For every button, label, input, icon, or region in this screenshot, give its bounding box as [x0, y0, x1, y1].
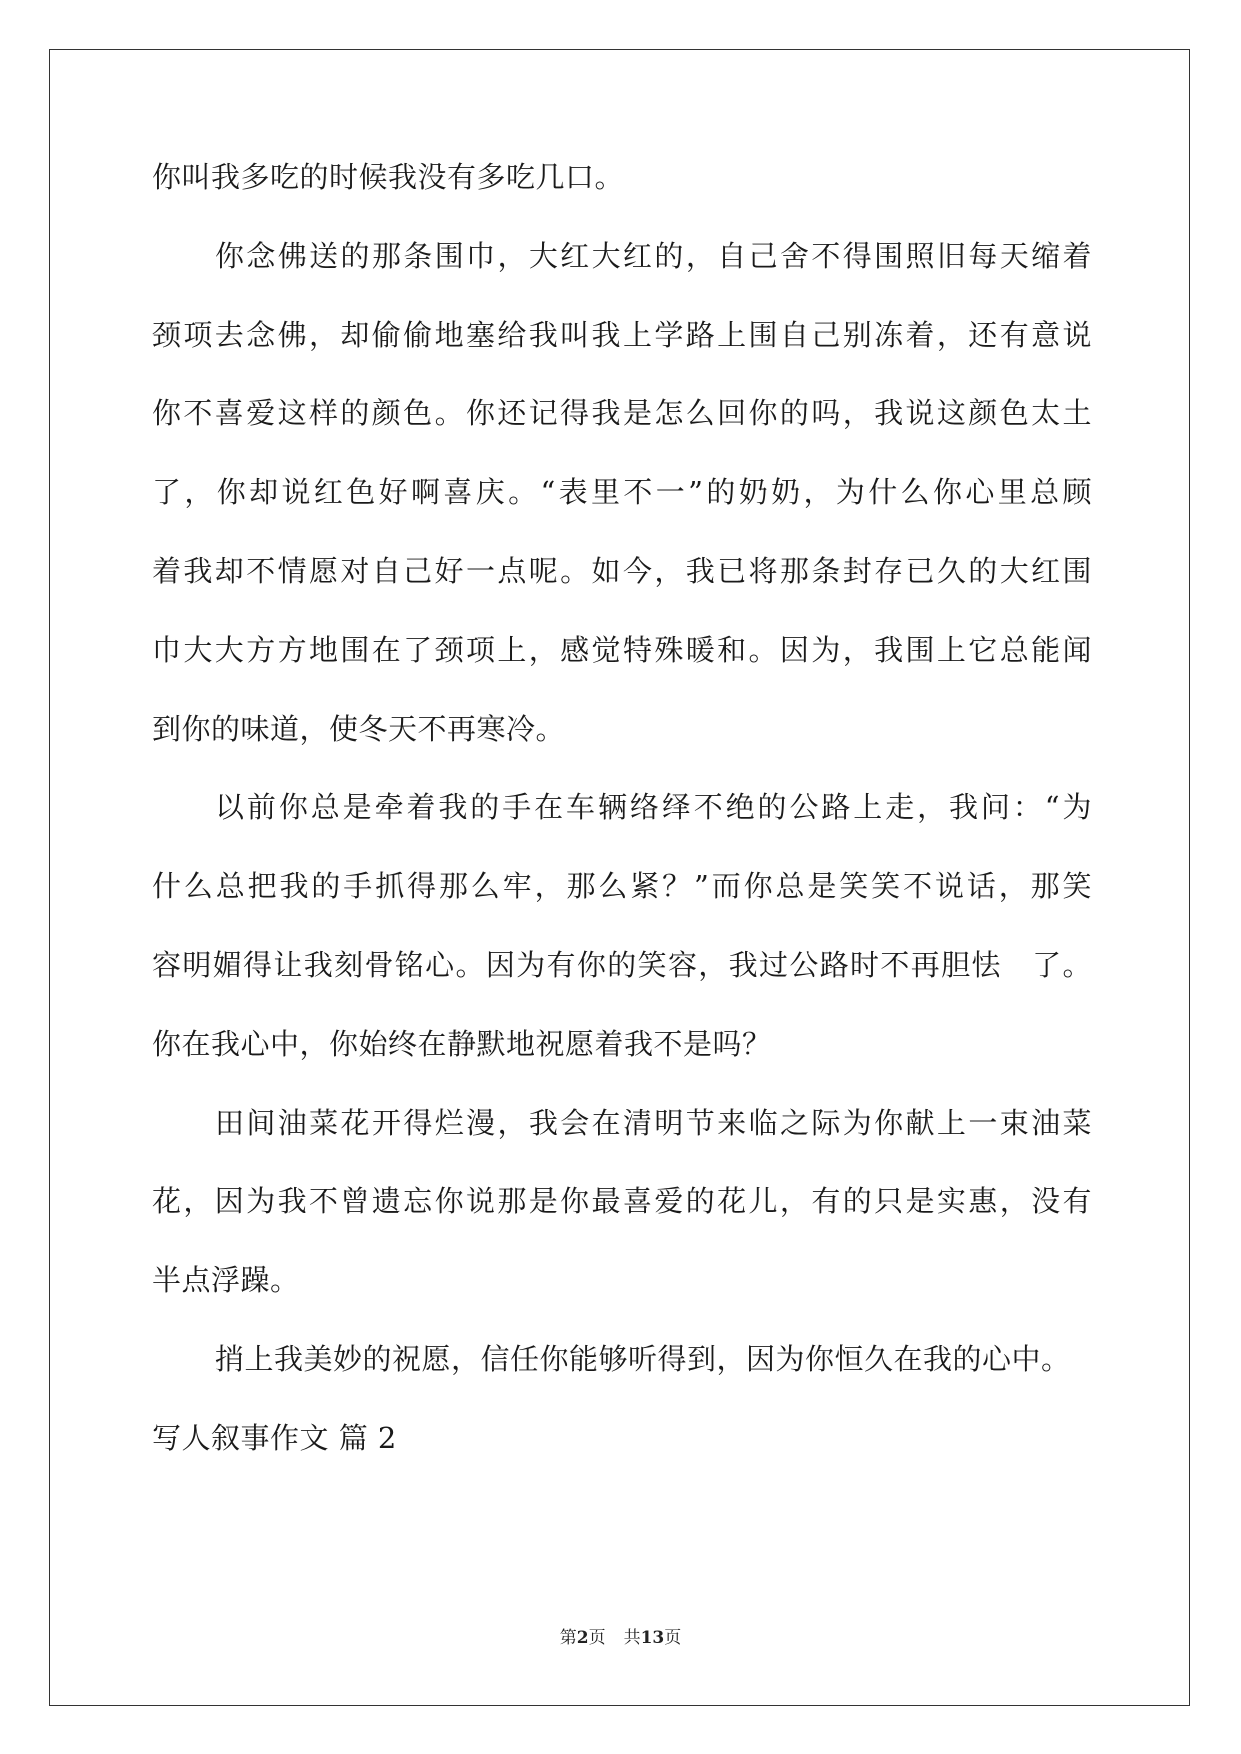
text-line: 你在我心中，你始终在静默地祝愿着我不是吗？ — [152, 1026, 772, 1061]
text-line: 你叫我多吃的时候我没有多吃几口。 — [152, 160, 625, 194]
text-line: 以前你总是牵着我的手在车辆络绎不绝的公路上走，我问：“为 — [215, 790, 1092, 825]
current-page-number: 2 — [576, 1628, 589, 1648]
text-line: 田间油菜花开得烂漫，我会在清明节来临之际为你献上一束油菜 — [215, 1105, 1092, 1140]
text-line: 了，你却说红色好啊喜庆。“表里不一”的奶奶，为什么你心里总顾 — [152, 475, 1092, 510]
text-line: 巾大大方方地围在了颈项上，感觉特殊暖和。因为，我围上它总能闻 — [152, 632, 1092, 667]
page-footer — [0, 1626, 1241, 1650]
footer-total-suffix: 页 — [664, 1628, 682, 1648]
text-line: 你念佛送的那条围巾，大红大红的，自己舍不得围照旧每天缩着 — [215, 238, 1092, 273]
text-line: 你不喜爱这样的颜色。你还记得我是怎么回你的吗，我说这颜色太土 — [152, 396, 1092, 431]
text-line: 半点浮躁。 — [152, 1263, 300, 1298]
footer-total-prefix: 共 — [623, 1628, 641, 1648]
footer-prefix: 第 — [559, 1628, 577, 1648]
text-line: 容明媚得让我刻骨铭心。因为有你的笑容，我过公路时不再胆怯 了。 — [152, 947, 1092, 982]
text-line: 花，因为我不曾遗忘你说那是你最喜爱的花儿，有的只是实惠，没有 — [152, 1184, 1092, 1219]
text-line: 什么总把我的手抓得那么牢，那么紧？”而你总是笑笑不说话，那笑 — [152, 869, 1092, 904]
text-line: 到你的味道，使冬天不再寒冷。 — [152, 711, 566, 746]
text-line: 着我却不情愿对自己好一点呢。如今，我已将那条封存已久的大红围 — [152, 553, 1092, 588]
document-body — [152, 157, 1092, 1458]
text-line: 颈项去念佛，却偷偷地塞给我叫我上学路上围自己别冻着，还有意说 — [152, 317, 1092, 352]
footer-page-suffix: 页 — [588, 1628, 606, 1648]
text-line: 捎上我美妙的祝愿，信任你能够听得到，因为你恒久在我的心中。 — [215, 1341, 1071, 1376]
total-page-count: 13 — [640, 1628, 665, 1648]
section-heading: 写人叙事作文 篇 2 — [152, 1420, 397, 1455]
